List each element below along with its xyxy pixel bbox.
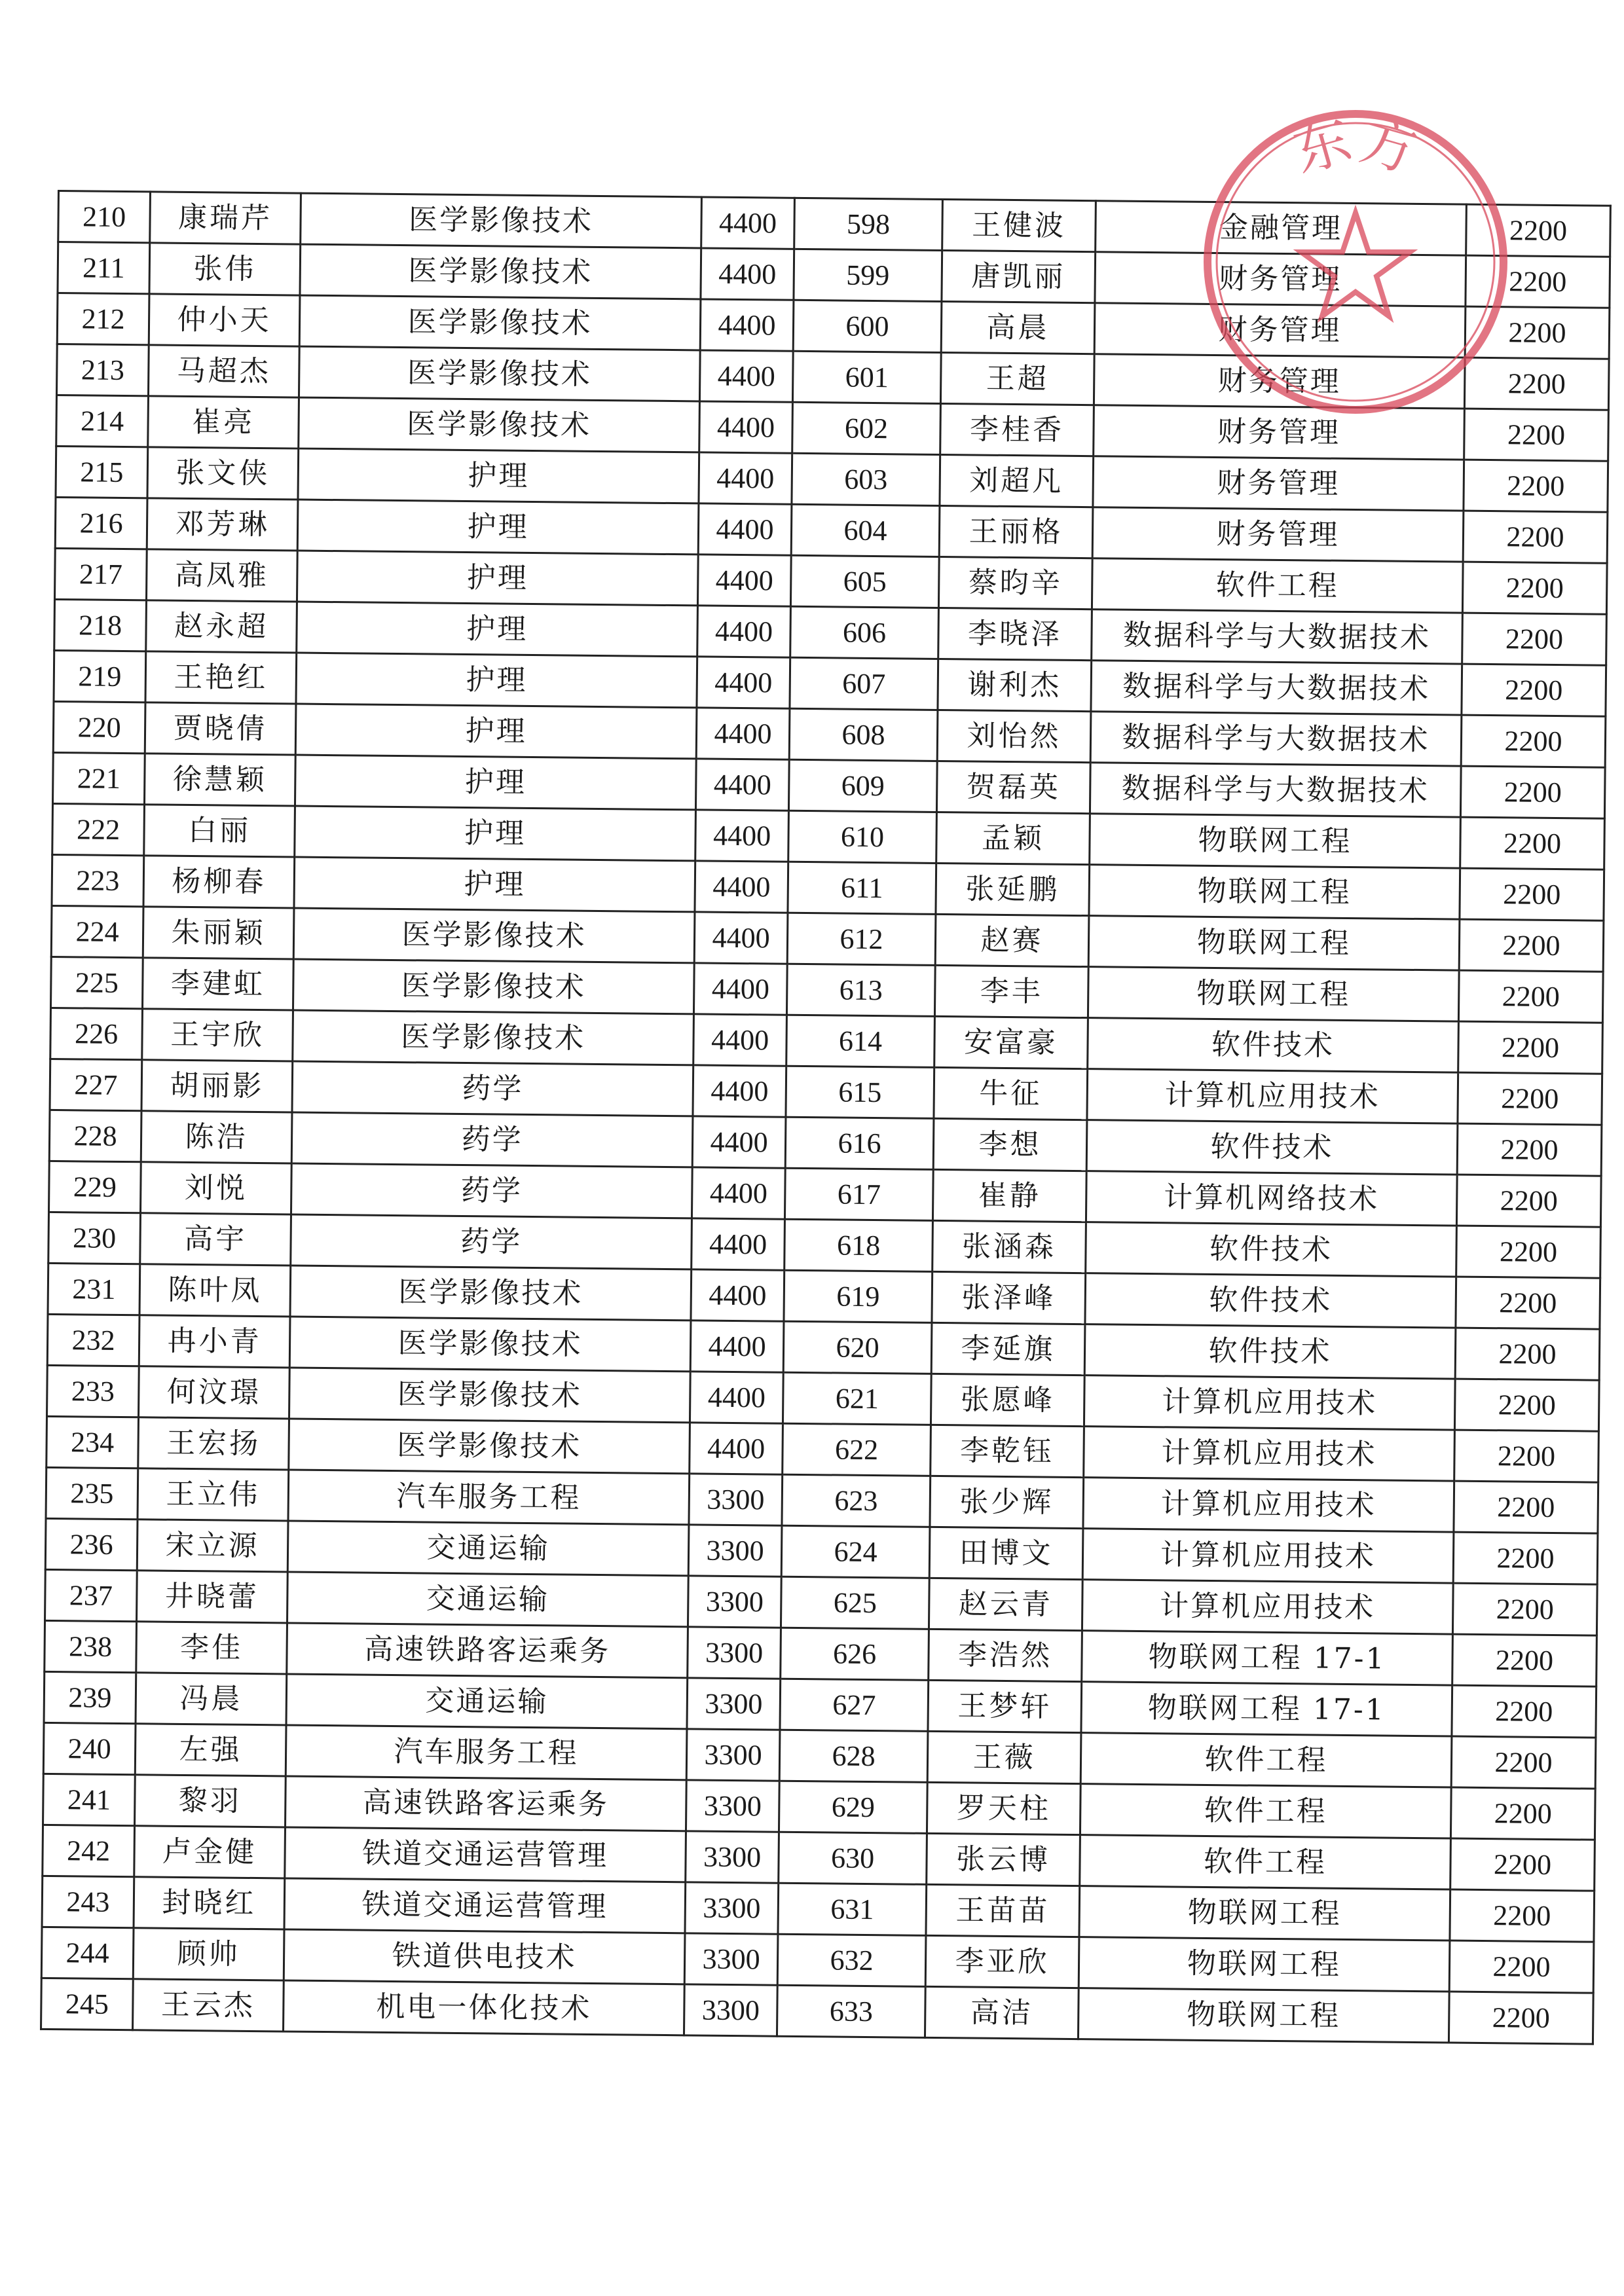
cell-major-a: 医学影像技术	[293, 908, 695, 963]
cell-major-a: 护理	[295, 755, 696, 810]
cell-index-a: 239	[44, 1671, 136, 1723]
cell-major-b: 计算机应用技术	[1082, 1580, 1453, 1634]
cell-amount-a: 3300	[686, 1831, 779, 1883]
cell-index-b: 599	[794, 249, 942, 301]
cell-name-b: 李浩然	[929, 1629, 1082, 1681]
cell-amount-a: 4400	[690, 1372, 783, 1423]
cell-name-a: 张伟	[149, 243, 301, 295]
cell-major-a: 医学影像技术	[293, 1010, 694, 1065]
cell-name-b: 王梦轩	[928, 1680, 1082, 1732]
cell-amount-a: 4400	[694, 912, 788, 964]
cell-major-a: 医学影像技术	[301, 193, 702, 248]
cell-amount-a: 4400	[693, 963, 787, 1015]
cell-amount-a: 4400	[692, 1167, 785, 1219]
cell-index-b: 600	[793, 300, 942, 352]
cell-index-b: 601	[792, 351, 941, 403]
cell-name-b: 王丽格	[939, 505, 1093, 558]
cell-major-a: 护理	[297, 551, 698, 606]
cell-major-b: 计算机网络技术	[1086, 1171, 1457, 1226]
cell-amount-a: 3300	[688, 1525, 782, 1576]
cell-name-a: 黎羽	[135, 1775, 286, 1827]
cell-major-b: 软件技术	[1086, 1222, 1457, 1277]
cell-major-b: 数据科学与大数据技术	[1092, 610, 1463, 664]
cell-index-a: 245	[41, 1978, 134, 2030]
cell-amount-b: 2200	[1466, 255, 1610, 308]
cell-major-b: 财务管理	[1093, 456, 1464, 511]
cell-name-b: 王健波	[942, 199, 1096, 251]
cell-name-a: 冉小青	[139, 1315, 290, 1368]
cell-index-a: 220	[53, 701, 145, 753]
cell-major-a: 药学	[291, 1163, 692, 1218]
cell-major-b: 财务管理	[1092, 507, 1464, 562]
cell-amount-b: 2200	[1464, 409, 1609, 461]
cell-index-a: 244	[41, 1927, 134, 1978]
cell-amount-a: 4400	[700, 299, 794, 351]
cell-index-b: 608	[789, 708, 938, 761]
cell-name-b: 张云博	[927, 1833, 1080, 1886]
cell-index-b: 607	[790, 657, 938, 710]
cell-major-b: 软件技术	[1086, 1120, 1458, 1175]
cell-major-a: 医学影像技术	[293, 959, 694, 1014]
cell-name-b: 赵赛	[935, 914, 1089, 966]
cell-index-a: 226	[50, 1008, 143, 1059]
cell-major-a: 医学影像技术	[289, 1419, 690, 1474]
cell-name-b: 王苗苗	[926, 1884, 1080, 1937]
cell-index-a: 235	[46, 1467, 138, 1519]
cell-name-a: 白丽	[144, 805, 295, 857]
cell-index-a: 218	[54, 599, 147, 651]
cell-amount-a: 3300	[684, 1933, 778, 1985]
cell-major-a: 护理	[294, 857, 695, 912]
cell-name-b: 李想	[933, 1118, 1087, 1171]
cell-major-a: 药学	[291, 1112, 693, 1167]
cell-name-a: 陈浩	[141, 1111, 292, 1163]
cell-major-b: 计算机应用技术	[1084, 1427, 1455, 1481]
cell-index-a: 231	[48, 1263, 140, 1315]
cell-major-a: 护理	[295, 704, 697, 759]
cell-name-b: 唐凯丽	[942, 250, 1096, 302]
cell-index-b: 606	[790, 606, 939, 659]
cell-amount-b: 2200	[1462, 613, 1607, 665]
cell-name-b: 赵云青	[929, 1578, 1082, 1630]
cell-name-a: 赵永超	[146, 600, 297, 653]
cell-index-a: 237	[45, 1569, 138, 1621]
cell-amount-a: 4400	[692, 1218, 785, 1270]
cell-name-b: 张涵森	[932, 1220, 1086, 1273]
cell-name-a: 刘悦	[141, 1162, 292, 1214]
cell-amount-a: 4400	[693, 1014, 787, 1066]
cell-amount-a: 4400	[690, 1423, 783, 1474]
cell-name-a: 王宏扬	[138, 1417, 289, 1470]
cell-amount-a: 4400	[693, 1065, 786, 1117]
cell-amount-a: 3300	[689, 1474, 783, 1525]
cell-major-b: 财务管理	[1095, 252, 1466, 306]
cell-major-a: 医学影像技术	[290, 1266, 692, 1321]
cell-amount-a: 3300	[687, 1678, 781, 1730]
cell-name-b: 李亚欣	[925, 1935, 1079, 1988]
cell-amount-b: 2200	[1454, 1379, 1599, 1431]
cell-major-b: 软件工程	[1080, 1733, 1452, 1787]
cell-index-b: 623	[782, 1474, 931, 1527]
cell-index-a: 225	[51, 957, 143, 1008]
cell-name-a: 陈叶凤	[139, 1264, 291, 1317]
cell-index-b: 628	[779, 1730, 928, 1782]
cell-index-a: 219	[54, 650, 146, 702]
roster-sheet	[40, 190, 1612, 2045]
cell-major-a: 高速铁路客运乘务	[286, 1776, 687, 1831]
cell-name-a: 邓芳琳	[147, 498, 298, 551]
cell-name-a: 王立伟	[138, 1468, 289, 1521]
cell-amount-a: 4400	[697, 606, 791, 657]
cell-name-a: 杨柳春	[143, 856, 295, 908]
cell-index-b: 625	[781, 1576, 929, 1629]
cell-major-a: 铁道供电技术	[284, 1929, 685, 1984]
cell-name-a: 卢金健	[134, 1826, 286, 1878]
cell-index-b: 620	[783, 1321, 932, 1374]
cell-major-a: 医学影像技术	[289, 1368, 690, 1423]
cell-amount-b: 2200	[1456, 1175, 1601, 1227]
cell-major-b: 物联网工程	[1089, 865, 1460, 919]
cell-major-a: 护理	[297, 602, 698, 657]
cell-name-b: 安富豪	[934, 1016, 1088, 1068]
cell-amount-b: 2200	[1453, 1532, 1598, 1584]
cell-major-a: 交通运输	[286, 1674, 688, 1729]
cell-index-b: 615	[786, 1066, 934, 1118]
cell-amount-a: 4400	[699, 401, 793, 453]
cell-major-b: 物联网工程	[1088, 967, 1459, 1021]
cell-major-b: 软件工程	[1080, 1784, 1451, 1838]
cell-amount-a: 4400	[692, 1116, 786, 1168]
cell-amount-a: 4400	[699, 452, 792, 504]
cell-name-a: 康瑞芹	[150, 192, 301, 244]
cell-major-a: 护理	[297, 500, 699, 555]
cell-amount-b: 2200	[1465, 306, 1610, 359]
cell-major-a: 交通运输	[287, 1572, 689, 1627]
cell-name-b: 李延旗	[931, 1322, 1085, 1375]
cell-amount-b: 2200	[1461, 715, 1606, 767]
cell-index-a: 211	[58, 242, 150, 294]
cell-major-b: 物联网工程	[1078, 1988, 1449, 2043]
cell-index-a: 236	[45, 1518, 138, 1570]
cell-index-a: 210	[58, 191, 151, 243]
cell-major-a: 高速铁路客运乘务	[287, 1623, 688, 1678]
cell-amount-b: 2200	[1452, 1634, 1597, 1686]
cell-name-a: 王宇欣	[142, 1009, 293, 1061]
cell-index-b: 610	[788, 811, 937, 863]
cell-amount-a: 3300	[688, 1576, 781, 1628]
cell-major-a: 交通运输	[287, 1521, 689, 1576]
cell-index-a: 229	[49, 1161, 141, 1212]
cell-name-b: 李晓泽	[938, 608, 1092, 660]
cell-name-b: 孟颖	[936, 812, 1090, 864]
cell-index-a: 221	[53, 752, 145, 804]
cell-index-a: 232	[47, 1314, 139, 1366]
cell-major-b: 数据科学与大数据技术	[1090, 763, 1461, 817]
cell-major-b: 计算机应用技术	[1087, 1069, 1458, 1123]
cell-amount-b: 2200	[1466, 204, 1611, 257]
cell-name-a: 何汶璟	[139, 1366, 290, 1419]
cell-major-b: 物联网工程	[1088, 916, 1460, 970]
cell-amount-a: 4400	[697, 555, 791, 606]
cell-amount-b: 2200	[1460, 868, 1604, 920]
cell-index-b: 619	[784, 1270, 932, 1322]
cell-amount-a: 4400	[701, 248, 794, 300]
cell-major-a: 医学影像技术	[289, 1317, 691, 1372]
cell-index-a: 234	[46, 1416, 139, 1468]
cell-index-b: 604	[791, 504, 940, 556]
cell-major-b: 软件工程	[1080, 1835, 1451, 1889]
cell-amount-a: 4400	[697, 657, 790, 708]
cell-amount-b: 2200	[1450, 1889, 1595, 1942]
cell-index-a: 240	[43, 1722, 136, 1774]
cell-name-b: 蔡昀辛	[938, 556, 1092, 609]
cell-name-b: 张少辉	[930, 1476, 1084, 1528]
cell-name-a: 井晓蕾	[137, 1571, 288, 1623]
cell-amount-a: 4400	[701, 197, 795, 249]
cell-name-b: 张延鹏	[936, 863, 1090, 915]
cell-name-a: 张文侠	[147, 447, 299, 500]
cell-index-b: 624	[781, 1525, 930, 1578]
cell-name-a: 崔亮	[148, 396, 299, 448]
cell-amount-a: 4400	[695, 810, 789, 862]
cell-amount-b: 2200	[1452, 1583, 1597, 1635]
cell-name-a: 封晓红	[134, 1877, 285, 1929]
cell-major-b: 数据科学与大数据技术	[1090, 712, 1462, 766]
cell-amount-b: 2200	[1462, 562, 1607, 614]
cell-major-b: 软件技术	[1088, 1018, 1459, 1072]
cell-index-b: 632	[777, 1934, 926, 1986]
cell-index-a: 238	[45, 1620, 137, 1672]
cell-major-b: 软件工程	[1092, 558, 1463, 613]
cell-name-a: 左强	[135, 1724, 286, 1776]
cell-index-b: 603	[792, 453, 940, 505]
roster-table	[40, 190, 1612, 2045]
cell-index-b: 609	[788, 759, 937, 812]
cell-index-b: 626	[781, 1628, 929, 1680]
cell-name-b: 罗天柱	[927, 1782, 1080, 1834]
cell-major-b: 财务管理	[1094, 405, 1465, 460]
cell-name-a: 宋立源	[137, 1520, 288, 1572]
cell-amount-b: 2200	[1452, 1685, 1596, 1738]
cell-major-b: 计算机应用技术	[1082, 1529, 1454, 1583]
cell-amount-b: 2200	[1456, 1226, 1601, 1278]
cell-index-b: 598	[794, 198, 943, 250]
cell-index-b: 630	[779, 1832, 927, 1884]
cell-major-a: 护理	[298, 448, 699, 503]
cell-name-a: 贾晓倩	[145, 702, 296, 755]
cell-index-a: 222	[52, 803, 145, 855]
cell-major-a: 医学影像技术	[299, 346, 700, 401]
cell-index-a: 214	[56, 395, 149, 446]
roster-body	[41, 191, 1611, 2045]
cell-name-b: 贺磊英	[936, 761, 1090, 813]
cell-amount-b: 2200	[1458, 1021, 1603, 1074]
cell-amount-a: 4400	[699, 350, 793, 402]
cell-amount-a: 4400	[695, 861, 788, 913]
cell-major-b: 财务管理	[1094, 354, 1465, 409]
cell-name-b: 李桂香	[940, 403, 1094, 456]
cell-index-a: 215	[56, 446, 148, 498]
cell-index-b: 629	[779, 1781, 927, 1833]
cell-amount-b: 2200	[1459, 919, 1604, 972]
cell-amount-b: 2200	[1458, 1072, 1602, 1125]
cell-amount-b: 2200	[1464, 357, 1609, 410]
cell-amount-a: 4400	[690, 1321, 784, 1372]
cell-major-a: 护理	[296, 653, 697, 708]
cell-name-b: 刘超凡	[940, 454, 1094, 507]
cell-name-b: 刘怡然	[937, 710, 1091, 762]
cell-amount-a: 3300	[686, 1780, 779, 1832]
cell-name-b: 牛征	[934, 1067, 1088, 1120]
cell-amount-b: 2200	[1450, 1838, 1595, 1891]
cell-index-b: 633	[777, 1985, 925, 2037]
cell-name-a: 冯晨	[136, 1673, 287, 1725]
cell-major-b: 物联网工程	[1079, 1937, 1450, 1992]
cell-major-a: 护理	[295, 806, 696, 861]
cell-index-a: 233	[47, 1365, 139, 1417]
cell-index-b: 614	[786, 1015, 935, 1067]
cell-major-a: 医学影像技术	[300, 244, 701, 299]
cell-index-a: 213	[56, 344, 149, 396]
cell-index-a: 216	[55, 497, 147, 549]
cell-index-b: 602	[792, 402, 941, 454]
cell-index-a: 212	[57, 293, 149, 345]
cell-amount-b: 2200	[1457, 1123, 1602, 1176]
cell-name-b: 田博文	[929, 1527, 1083, 1579]
cell-amount-b: 2200	[1463, 511, 1608, 563]
cell-amount-a: 4400	[698, 503, 792, 555]
cell-index-b: 631	[778, 1883, 927, 1935]
cell-name-b: 崔静	[932, 1169, 1086, 1222]
cell-amount-b: 2200	[1462, 664, 1606, 716]
cell-amount-b: 2200	[1464, 460, 1608, 512]
cell-amount-b: 2200	[1460, 766, 1605, 818]
cell-name-b: 谢利杰	[938, 659, 1092, 711]
cell-major-b: 软件技术	[1084, 1324, 1456, 1379]
cell-index-b: 612	[787, 913, 936, 965]
cell-amount-a: 4400	[695, 759, 789, 811]
cell-major-a: 医学影像技术	[299, 397, 700, 452]
cell-index-b: 617	[784, 1168, 933, 1220]
cell-major-a: 药学	[292, 1061, 693, 1116]
cell-name-b: 王薇	[927, 1731, 1081, 1783]
cell-amount-b: 2200	[1458, 970, 1603, 1023]
cell-major-b: 金融管理	[1096, 201, 1467, 255]
cell-amount-b: 2200	[1454, 1481, 1598, 1533]
cell-major-b: 计算机应用技术	[1084, 1376, 1455, 1430]
cell-name-b: 张泽峰	[932, 1271, 1086, 1324]
cell-index-b: 618	[784, 1219, 933, 1271]
cell-index-b: 613	[786, 964, 935, 1016]
cell-index-b: 616	[785, 1117, 934, 1169]
cell-index-a: 242	[43, 1825, 135, 1876]
cell-index-b: 621	[783, 1372, 931, 1425]
cell-major-b: 软件技术	[1085, 1273, 1456, 1328]
cell-name-b: 张愿峰	[931, 1374, 1084, 1426]
cell-name-a: 王云杰	[133, 1979, 284, 2032]
cell-name-b: 李乾钰	[931, 1425, 1084, 1477]
cell-major-a: 机电一体化技术	[284, 1980, 685, 2035]
cell-amount-b: 2200	[1450, 1787, 1595, 1840]
cell-amount-b: 2200	[1455, 1328, 1600, 1380]
seal-text: 东方	[1286, 107, 1425, 185]
cell-amount-a: 3300	[686, 1729, 780, 1781]
cell-name-a: 高宇	[140, 1213, 291, 1266]
cell-name-a: 高凤雅	[146, 549, 297, 602]
cell-name-a: 李建虹	[142, 958, 293, 1010]
cell-major-a: 铁道交通运营管理	[284, 1878, 686, 1933]
cell-name-a: 顾帅	[133, 1928, 284, 1980]
cell-name-a: 胡丽影	[141, 1060, 293, 1112]
cell-index-b: 611	[788, 862, 936, 914]
cell-index-a: 217	[54, 548, 147, 600]
cell-name-a: 王艳红	[145, 651, 297, 704]
cell-index-b: 605	[790, 555, 939, 608]
cell-amount-a: 3300	[688, 1627, 781, 1679]
cell-major-a: 汽车服务工程	[288, 1470, 690, 1525]
cell-index-a: 223	[52, 854, 144, 906]
cell-major-a: 医学影像技术	[299, 295, 701, 350]
cell-index-a: 230	[48, 1212, 141, 1264]
cell-index-b: 622	[783, 1423, 931, 1476]
cell-amount-b: 2200	[1449, 1992, 1593, 2044]
cell-name-b: 李丰	[934, 965, 1088, 1017]
cell-name-b: 王超	[940, 352, 1094, 405]
cell-amount-b: 2200	[1460, 817, 1605, 869]
cell-amount-b: 2200	[1451, 1736, 1596, 1789]
cell-major-a: 铁道交通运营管理	[285, 1827, 686, 1882]
cell-major-b: 物联网工程	[1079, 1886, 1450, 1941]
cell-major-b: 物联网工程 17-1	[1081, 1682, 1452, 1736]
cell-index-a: 228	[49, 1110, 141, 1161]
cell-major-b: 计算机应用技术	[1083, 1478, 1454, 1532]
cell-index-a: 224	[51, 905, 143, 957]
cell-name-a: 徐慧颖	[144, 754, 295, 806]
cell-major-b: 物联网工程	[1090, 814, 1461, 868]
cell-index-a: 241	[43, 1774, 136, 1825]
cell-name-a: 仲小天	[149, 294, 300, 346]
cell-name-a: 李佳	[136, 1622, 287, 1674]
cell-amount-a: 4400	[696, 708, 790, 759]
cell-major-b: 物联网工程 17-1	[1082, 1631, 1453, 1685]
cell-name-b: 高晨	[941, 301, 1095, 354]
cell-major-b: 财务管理	[1094, 303, 1466, 357]
cell-amount-a: 4400	[691, 1269, 784, 1321]
cell-major-a: 药学	[291, 1214, 692, 1269]
cell-name-b: 高洁	[925, 1986, 1079, 2039]
cell-major-a: 汽车服务工程	[286, 1725, 687, 1780]
cell-amount-a: 3300	[684, 1984, 777, 2036]
cell-name-a: 马超杰	[148, 345, 299, 397]
cell-index-a: 243	[42, 1876, 134, 1927]
cell-name-a: 朱丽颖	[143, 907, 294, 959]
cell-amount-a: 3300	[685, 1882, 779, 1934]
cell-index-a: 227	[50, 1059, 142, 1110]
cell-amount-b: 2200	[1454, 1430, 1599, 1482]
cell-major-b: 数据科学与大数据技术	[1091, 661, 1462, 715]
cell-amount-b: 2200	[1449, 1941, 1594, 1993]
cell-index-b: 627	[780, 1679, 929, 1731]
cell-amount-b: 2200	[1456, 1277, 1600, 1329]
